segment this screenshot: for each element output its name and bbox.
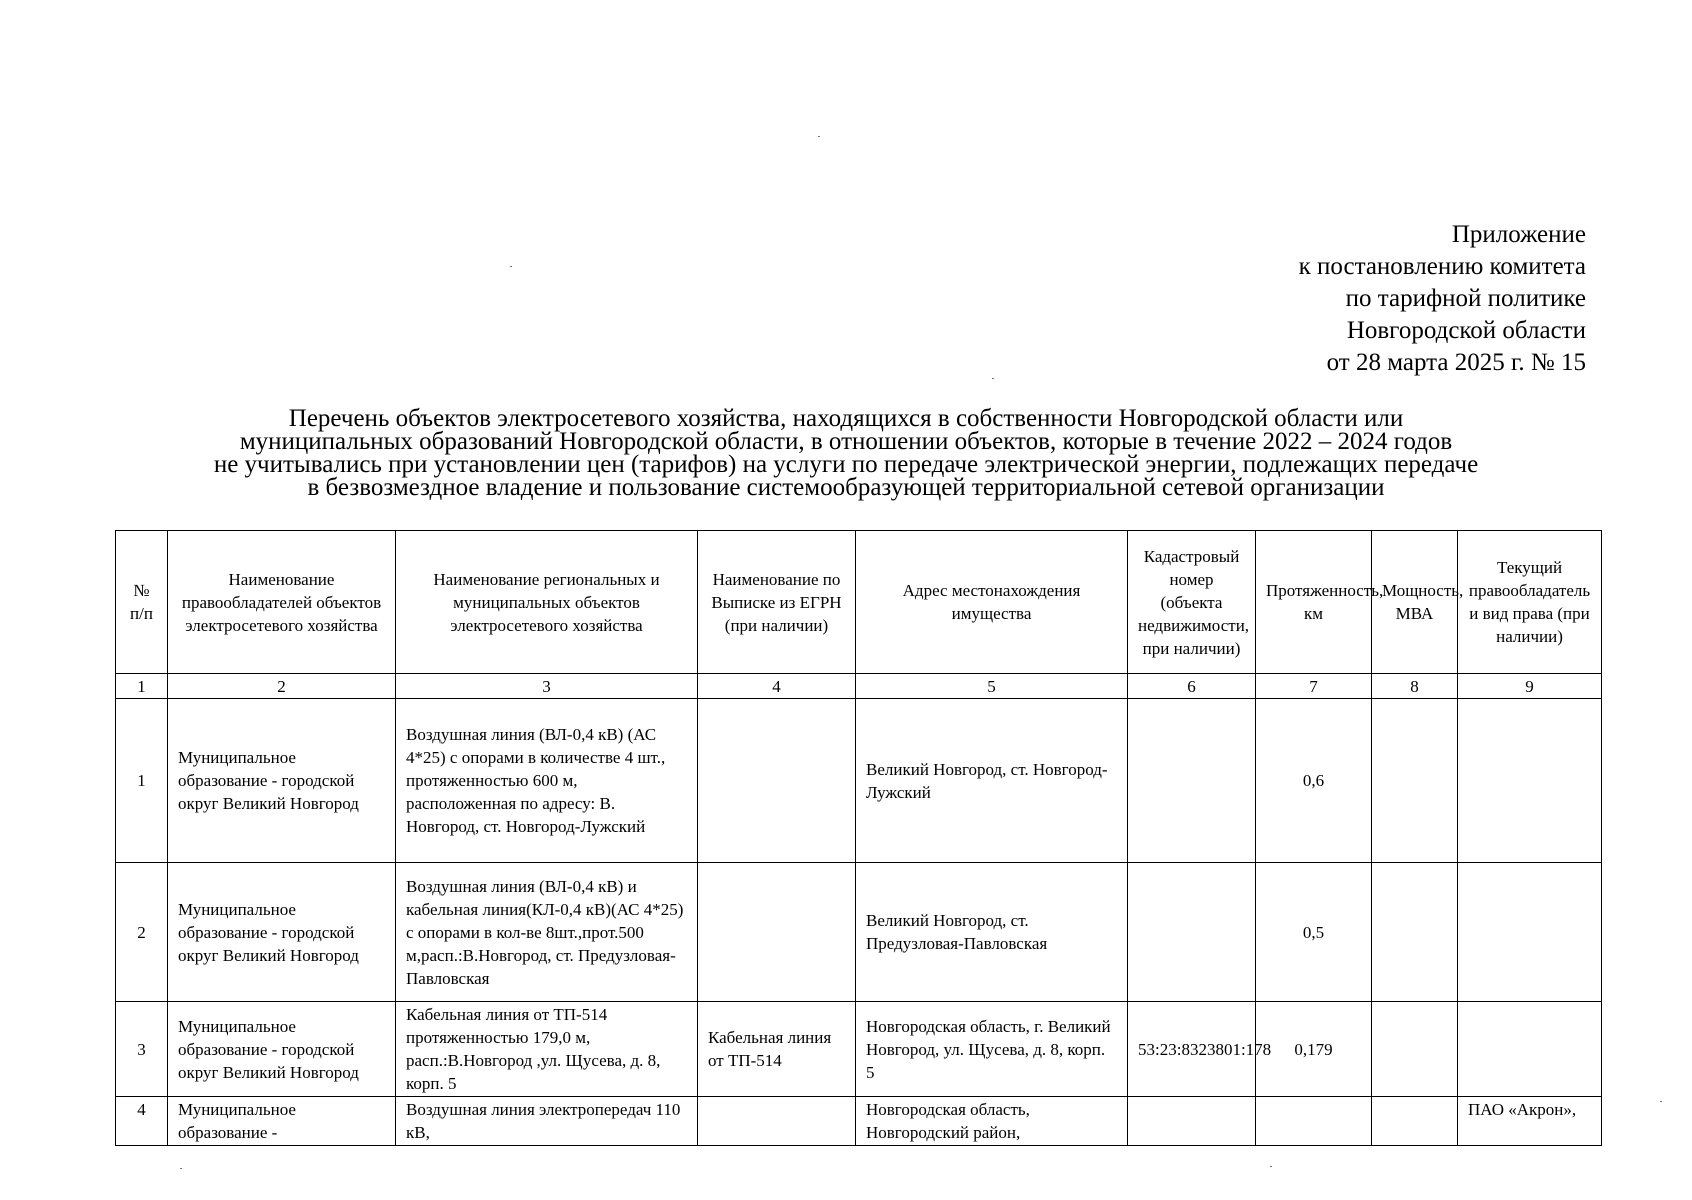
header-cell-power: Мощность, МВА: [1372, 531, 1458, 674]
column-number: 7: [1256, 674, 1372, 699]
egrn-cell: [698, 1097, 856, 1146]
object-cell: Кабельная линия от ТП-514 протяженностью 179,0 м, расп.:В.Новгород ,ул. Щусева, д. 8, корп. 5: [396, 1002, 698, 1097]
length-cell: 0,6: [1256, 699, 1372, 863]
address-cell: Новгородская область, г. Великий Новгород, ул. Щусева, д. 8, корп. 5: [856, 1002, 1128, 1097]
column-number-row: [116, 674, 1602, 699]
header-cell-egrn: Наименование по Выписке из ЕГРН (при наличии): [698, 531, 856, 674]
length-cell: [1256, 1097, 1372, 1146]
title-line: в безвозмездное владение и пользование системообразующей территориальной сетевой организации: [307, 474, 1385, 501]
title-line: Перечень объектов электросетевого хозяйства, находящихся в собственности Новгородской области или: [288, 405, 1404, 432]
cadastral-cell: 53:23:8323801:178: [1128, 1002, 1256, 1097]
egrn-cell: [698, 699, 856, 863]
cadastral-cell: [1128, 699, 1256, 863]
table-row: [116, 863, 1602, 1002]
appendix-line: Новгородской области: [1346, 317, 1586, 344]
row-number: 1: [116, 699, 168, 863]
table-header-row: [116, 531, 1602, 674]
power-cell: [1372, 1097, 1458, 1146]
row-number: 4: [116, 1097, 168, 1146]
appendix-line: Приложение: [1451, 221, 1586, 248]
scan-speck: [180, 1168, 182, 1169]
power-cell: [1372, 1002, 1458, 1097]
row-number: 3: [116, 1002, 168, 1097]
holder-cell: [1458, 699, 1602, 863]
power-cell: [1372, 699, 1458, 863]
object-cell: Воздушная линия электропередач 110 кВ,: [396, 1097, 698, 1146]
table-row: [116, 1097, 1602, 1146]
header-cell-num: № п/п: [116, 531, 168, 674]
header-cell-length: Протяженность, км: [1256, 531, 1372, 674]
document-title: [100, 407, 1592, 499]
table-row: [116, 699, 1602, 863]
egrn-cell: Кабельная линия от ТП-514: [698, 1002, 856, 1097]
holder-cell: [1458, 863, 1602, 1002]
appendix-block: [1299, 219, 1586, 379]
header-cell-holder: Текущий правообладатель и вид права (при наличии): [1458, 531, 1602, 674]
holder-cell: [1458, 1002, 1602, 1097]
header-cell-owner: Наименование правообладателей объектов электросетевого хозяйства: [168, 531, 396, 674]
header-cell-object: Наименование региональных и муниципальных объектов электросетевого хозяйства: [396, 531, 698, 674]
scan-speck: [1270, 1166, 1272, 1167]
column-number: 8: [1372, 674, 1458, 699]
egrn-cell: [698, 863, 856, 1002]
column-number: 1: [116, 674, 168, 699]
appendix-line: по тарифной политике: [1345, 285, 1586, 312]
power-cell: [1372, 863, 1458, 1002]
scan-speck: [1660, 1101, 1662, 1102]
appendix-line: от 28 марта 2025 г. № 15: [1326, 349, 1586, 376]
title-line: не учитывались при установлении цен (тарифов) на услуги по передаче электрической энергии, подлежащих передаче: [213, 451, 1479, 478]
row-number: 2: [116, 863, 168, 1002]
object-cell: Воздушная линия (ВЛ-0,4 кВ) и кабельная линия(КЛ-0,4 кВ)(АС 4*25) с опорами в кол-ве 8шт.,прот.500 м,расп.:В.Новгород, ст. Предузловая-Павловская: [396, 863, 698, 1002]
column-number: 6: [1128, 674, 1256, 699]
cadastral-cell: [1128, 1097, 1256, 1146]
address-cell: Великий Новгород, ст. Новгород-Лужский: [856, 699, 1128, 863]
address-cell: Новгородская область, Новгородский район,: [856, 1097, 1128, 1146]
scan-speck: [818, 136, 820, 137]
header-cell-address: Адрес местонахождения имущества: [856, 531, 1128, 674]
column-number: 2: [168, 674, 396, 699]
holder-cell: ПАО «Акрон»,: [1458, 1097, 1602, 1146]
objects-table: [115, 530, 1602, 1146]
title-line: муниципальных образований Новгородской области, в отношении объектов, которые в течение 2022 – 2024 годов: [239, 428, 1453, 455]
owner-cell: Муниципальное образование - городской округ Великий Новгород: [168, 863, 396, 1002]
scan-speck: [992, 378, 994, 379]
owner-cell: Муниципальное образование - городской округ Великий Новгород: [168, 1002, 396, 1097]
owner-cell: Муниципальное образование - городской округ Великий Новгород: [168, 699, 396, 863]
owner-cell: Муниципальное образование -: [168, 1097, 396, 1146]
table-row: [116, 1002, 1602, 1097]
address-cell: Великий Новгород, ст. Предузловая-Павловская: [856, 863, 1128, 1002]
appendix-line: к постановлению комитета: [1298, 253, 1586, 280]
header-cell-cadastral: Кадастровый номер (объекта недвижимости, при наличии): [1128, 531, 1256, 674]
scan-speck: [510, 266, 512, 267]
length-cell: 0,5: [1256, 863, 1372, 1002]
length-cell: 0,179: [1256, 1002, 1372, 1097]
column-number: 9: [1458, 674, 1602, 699]
cadastral-cell: [1128, 863, 1256, 1002]
column-number: 4: [698, 674, 856, 699]
column-number: 3: [396, 674, 698, 699]
column-number: 5: [856, 674, 1128, 699]
object-cell: Воздушная линия (ВЛ-0,4 кВ) (АС 4*25) с опорами в количестве 4 шт., протяженностью 600 м, расположенная по адресу: В. Новгород, ст. Новгород-Лужский: [396, 699, 698, 863]
